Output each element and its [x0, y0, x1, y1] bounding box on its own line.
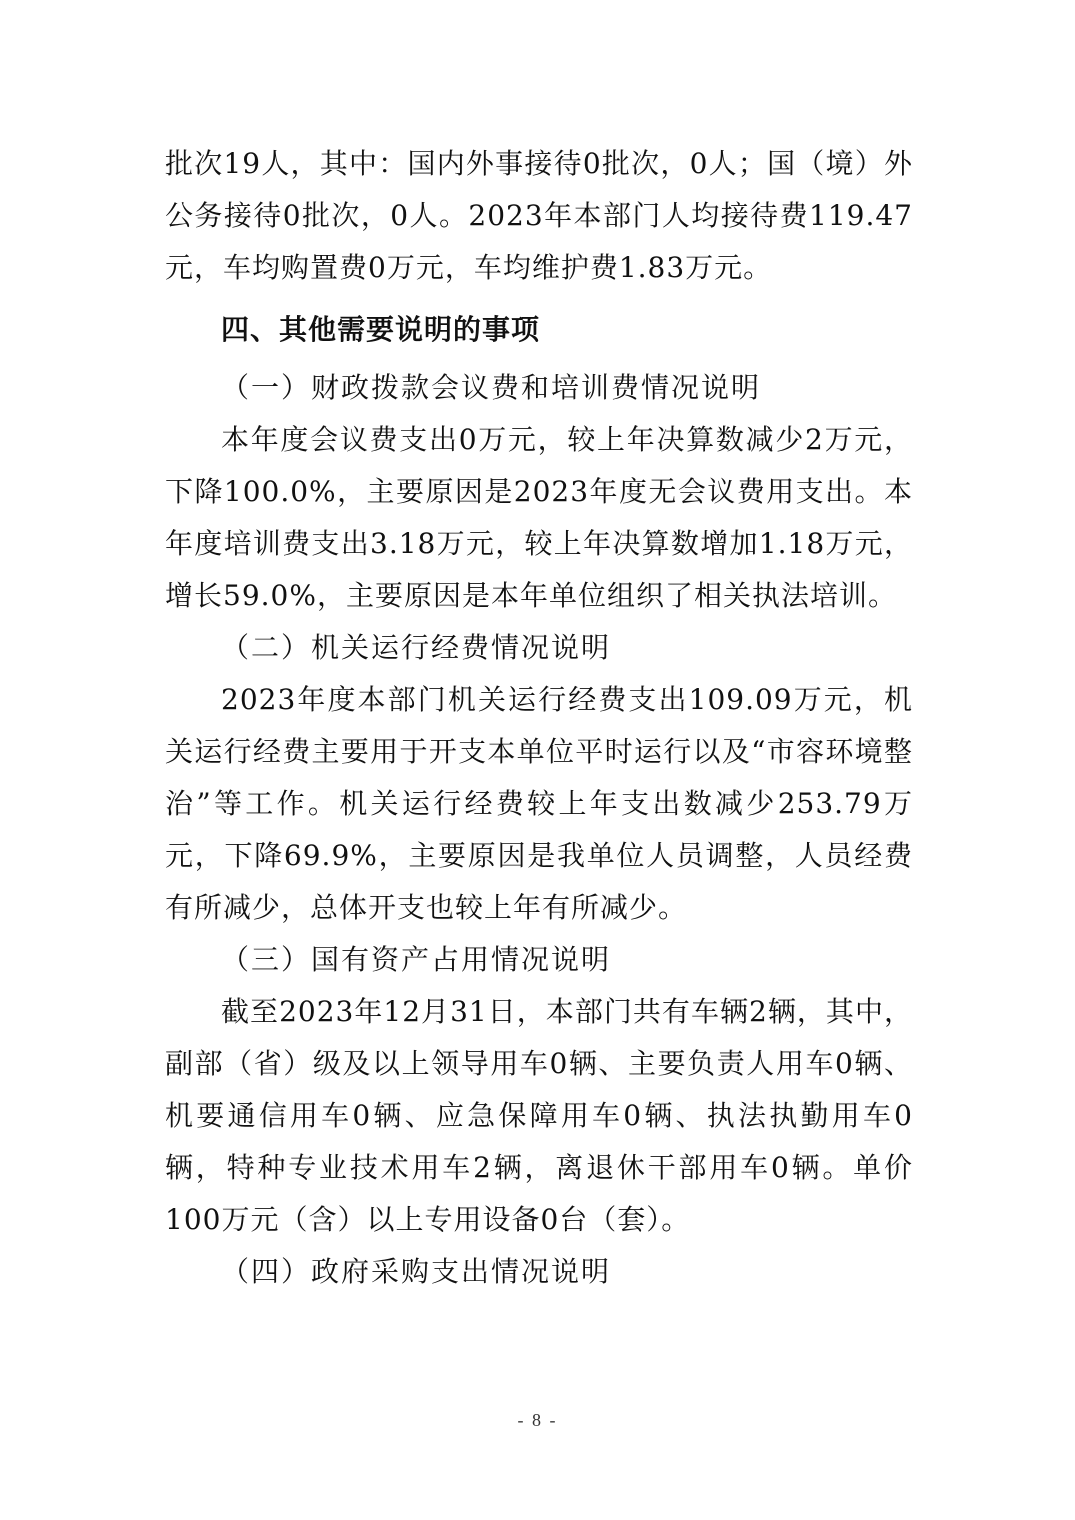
subheading-state-assets: （三）国有资产占用情况说明 [221, 943, 612, 976]
subheading-operating-expenses: （二）机关运行经费情况说明 [221, 631, 612, 664]
document-body [165, 138, 913, 1298]
paragraph-meeting-training-fees: 本年度会议费支出0万元，较上年决算数减少2万元，下降100.0%，主要原因是2023年度无会议费用支出。本年度培训费支出3.18万元，较上年决算数增加1.18万元，增长59.0%，主要原因是本年单位组织了相关执法培训。 [165, 423, 913, 612]
paragraph-operating-expenses: 2023年度本部门机关运行经费支出109.09万元，机关运行经费主要用于开支本单位平时运行以及“市容环境整治”等工作。机关运行经费较上年支出数减少253.79万元，下降69.9%，主要原因是我单位人员调整，人员经费有所减少，总体开支也较上年有所减少。 [165, 683, 913, 924]
subheading-government-procurement: （四）政府采购支出情况说明 [221, 1255, 612, 1288]
paragraph-reception-continued: 批次19人，其中：国内外事接待0批次，0人；国（境）外公务接待0批次，0人。2023年本部门人均接待费119.47元，车均购置费0万元，车均维护费1.83万元。 [165, 147, 913, 284]
section-heading-other-matters: 四、其他需要说明的事项 [221, 313, 541, 346]
subheading-meeting-training-fees: （一）财政拨款会议费和培训费情况说明 [221, 371, 762, 404]
page-number: - 8 - [517, 1410, 558, 1430]
paragraph-state-assets: 截至2023年12月31日，本部门共有车辆2辆，其中，副部（省）级及以上领导用车0辆、主要负责人用车0辆、机要通信用车0辆、应急保障用车0辆、执法执勤用车0辆，特种专业技术用车2辆，离退休干部用车0辆。单价100万元（含）以上专用设备0台（套）。 [165, 995, 913, 1236]
